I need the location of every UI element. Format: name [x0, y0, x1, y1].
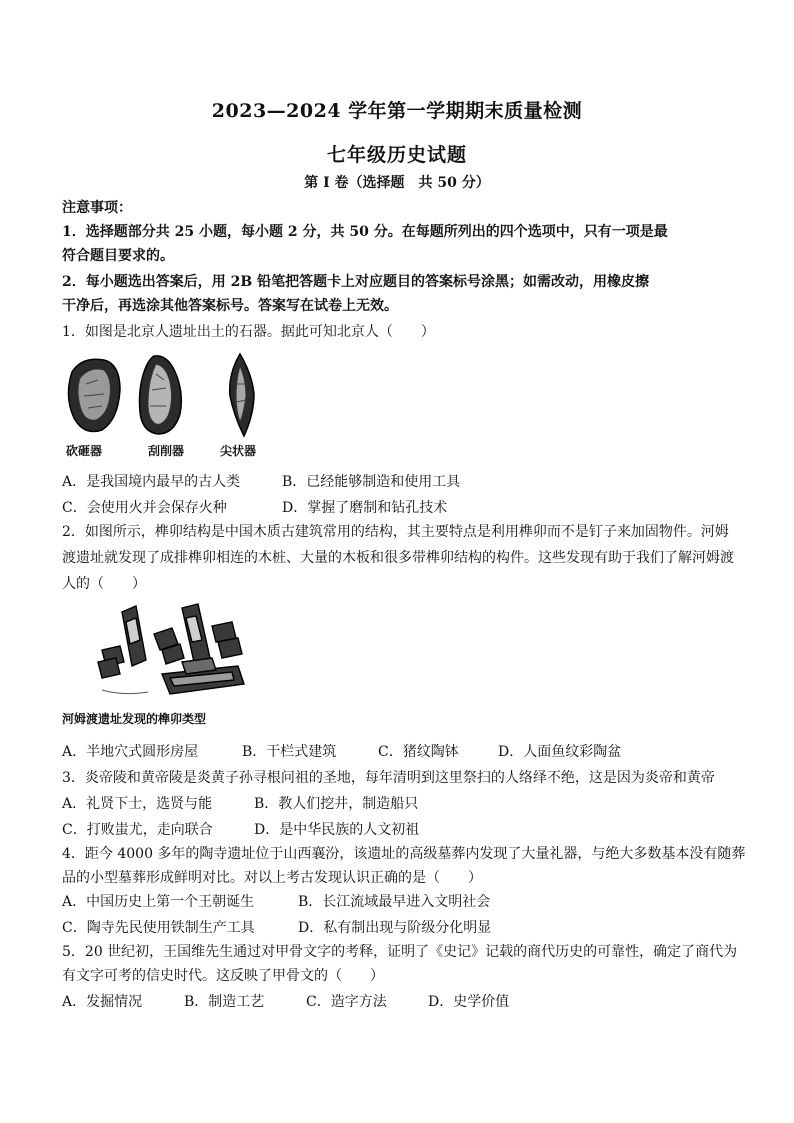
- q2-option-c[interactable]: C．猪纹陶钵: [378, 744, 459, 760]
- q1-option-a[interactable]: A．是我国境内最早的古人类: [62, 474, 241, 490]
- q3-option-b[interactable]: B．教人们挖井，制造船只: [254, 796, 419, 812]
- q1-option-c[interactable]: C．会使用火并会保存火种: [62, 500, 227, 516]
- q3-options-row-2: [62, 818, 742, 843]
- q3-option-c[interactable]: C．打败蚩尤，走向联合: [62, 822, 213, 838]
- section-title: 第 I 卷（选择题 共 50 分）: [304, 175, 490, 191]
- q5-stem-line-1: 5．20 世纪初，王国维先生通过对甲骨文字的考释，证明了《史记》记载的商代历史的可靠性，确定了商代为: [62, 944, 738, 960]
- q4-option-c[interactable]: C．陶寺先民使用铁制生产工具: [62, 920, 255, 936]
- q3-options-row-1: [62, 792, 742, 817]
- q2-figure-caption: 河姆渡遗址发现的榫卯类型: [62, 712, 207, 726]
- q2-stem-line-2: 渡遗址就发现了成排榫卯相连的木桩、大量的木板和很多带榫卯结构的构件。这些发现有助于我们了解河姆渡: [62, 550, 734, 566]
- note-2-line-2: 干净后，再选涂其他答案标号。答案写在试卷上无效。: [62, 298, 398, 314]
- q2-stem-line-1: 2．如图所示，榫卯结构是中国木质古建筑常用的结构，其主要特点是利用榫卯而不是钉子来加固物件。河姆: [62, 524, 729, 540]
- label-scraper: 刮削器: [148, 444, 185, 458]
- q1-options-row-1: [62, 470, 742, 495]
- q2-option-b[interactable]: B．干栏式建筑: [242, 744, 337, 760]
- q1-figure-stone-tools: [62, 350, 272, 462]
- q5-stem-line-2: 有文字可考的信史时代。这反映了甲骨文的（ ）: [62, 968, 384, 984]
- notes-heading: 注意事项：: [62, 200, 132, 216]
- q5-option-b[interactable]: B．制造工艺: [184, 994, 265, 1010]
- q4-option-d[interactable]: D．私有制出现与阶级分化明显: [298, 920, 492, 936]
- q3-option-d[interactable]: D．是中华民族的人文初祖: [254, 822, 420, 838]
- q2-option-d[interactable]: D．人面鱼纹彩陶盆: [498, 744, 622, 760]
- q5-option-a[interactable]: A．发掘情况: [62, 994, 143, 1010]
- q5-option-c[interactable]: C．造字方法: [306, 994, 387, 1010]
- q4-options-row-1: [62, 890, 742, 915]
- q2-stem-line-3: 人的（ ）: [62, 576, 146, 592]
- q1-option-d[interactable]: D．掌握了磨制和钻孔技术: [282, 500, 448, 516]
- exam-title: 2023—2024 学年第一学期期末质量检测: [211, 100, 583, 122]
- q2-figure-mortise-tenon: [62, 600, 252, 728]
- label-chopper: 砍砸器: [66, 444, 103, 458]
- note-1-line-1: 1．选择题部分共 25 小题，每小题 2 分，共 50 分。在每题所列出的四个选项中，只有一项是最: [62, 224, 668, 240]
- q4-stem-line-1: 4．距今 4000 多年的陶寺遗址位于山西襄汾，该遗址的高级墓葬内发现了大量礼器，与绝大多数基本没有随葬: [62, 846, 746, 862]
- q2-options-row: [62, 740, 742, 765]
- stone-tools-illustration: [62, 350, 272, 442]
- q5-options-row: [62, 990, 742, 1015]
- q4-stem-line-2: 品的小型墓葬形成鲜明对比。对以上考古发现认识正确的是（ ）: [62, 870, 482, 886]
- q4-option-a[interactable]: A．中国历史上第一个王朝诞生: [62, 894, 255, 910]
- q4-option-b[interactable]: B．长江流域最早进入文明社会: [298, 894, 491, 910]
- q1-options-row-2: [62, 496, 742, 521]
- label-point: 尖状器: [220, 444, 257, 458]
- q2-option-a[interactable]: A．半地穴式圆形房屋: [62, 744, 199, 760]
- q1-option-b[interactable]: B．已经能够制造和使用工具: [282, 474, 461, 490]
- q3-stem: 3．炎帝陵和黄帝陵是炎黄子孙寻根问祖的圣地，每年清明到这里祭扫的人络绎不绝，这是因为炎帝和黄帝: [62, 770, 715, 786]
- q1-stem: 1．如图是北京人遗址出土的石器。据此可知北京人（ ）: [62, 324, 435, 340]
- note-2-line-1: 2．每小题选出答案后，用 2B 铅笔把答题卡上对应题目的答案标号涂黑；如需改动，用橡皮擦: [62, 274, 650, 290]
- mortise-tenon-illustration: [62, 600, 252, 704]
- q5-option-d[interactable]: D．史学价值: [428, 994, 510, 1010]
- q4-options-row-2: [62, 916, 742, 941]
- note-1-line-2: 符合题目要求的。: [62, 248, 174, 264]
- q3-option-a[interactable]: A．礼贤下士，选贤与能: [62, 796, 213, 812]
- exam-subject: 七年级历史试题: [326, 144, 467, 166]
